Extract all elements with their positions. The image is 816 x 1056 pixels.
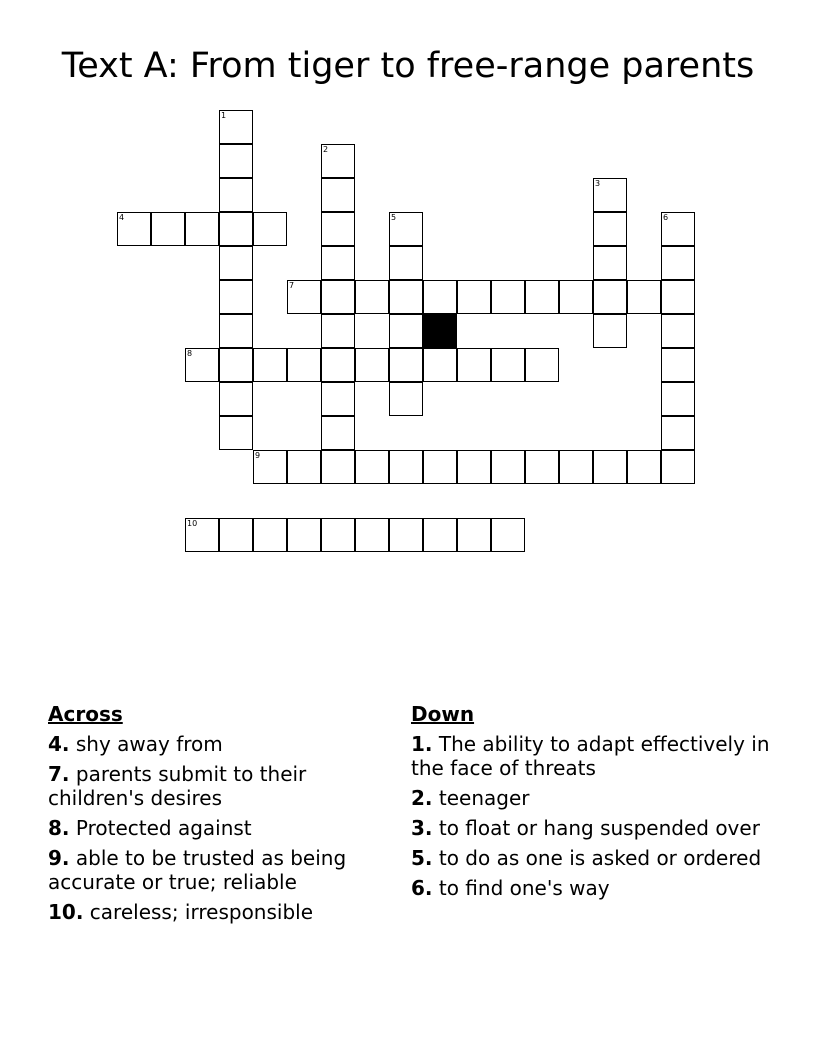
crossword-cell[interactable]	[355, 280, 389, 314]
crossword-cell[interactable]	[593, 246, 627, 280]
crossword-cell[interactable]	[593, 314, 627, 348]
crossword-cell[interactable]	[661, 246, 695, 280]
down-clue-1	[411, 732, 781, 780]
crossword-cell[interactable]	[321, 382, 355, 416]
crossword-cell[interactable]	[219, 110, 253, 144]
crossword-cell[interactable]	[151, 212, 185, 246]
crossword-cell[interactable]	[525, 348, 559, 382]
crossword-cell[interactable]	[355, 348, 389, 382]
crossword-cell[interactable]	[423, 280, 457, 314]
crossword-cell[interactable]	[219, 280, 253, 314]
crossword-cell[interactable]	[389, 450, 423, 484]
crossword-cell[interactable]	[219, 178, 253, 212]
crossword-cell[interactable]	[491, 450, 525, 484]
crossword-cell[interactable]	[593, 450, 627, 484]
crossword-cell[interactable]	[321, 450, 355, 484]
clue-number-label: 10	[187, 519, 198, 528]
clue-number: 9.	[48, 846, 70, 870]
clue-text: Protected against	[69, 816, 252, 840]
crossword-cell[interactable]	[321, 314, 355, 348]
crossword-cell[interactable]	[661, 348, 695, 382]
crossword-cell[interactable]	[253, 450, 287, 484]
crossword-cell[interactable]	[457, 450, 491, 484]
crossword-cell[interactable]	[457, 280, 491, 314]
crossword-cell[interactable]	[219, 416, 253, 450]
crossword-cell[interactable]	[491, 348, 525, 382]
down-heading: Down	[411, 702, 475, 726]
crossword-cell[interactable]	[117, 212, 151, 246]
crossword-cell[interactable]	[661, 212, 695, 246]
clue-number: 2.	[411, 786, 433, 810]
crossword-cell[interactable]	[253, 212, 287, 246]
crossword-cell[interactable]	[525, 280, 559, 314]
clue-text: able to be trusted as being accurate or true; reliable	[48, 846, 347, 894]
clue-number: 4.	[48, 732, 70, 756]
clue-text: to find one's way	[432, 876, 610, 900]
crossword-cell[interactable]	[593, 280, 627, 314]
crossword-cell[interactable]	[525, 450, 559, 484]
clue-text: to float or hang suspended over	[432, 816, 760, 840]
crossword-cell[interactable]	[321, 416, 355, 450]
crossword-cell[interactable]	[321, 348, 355, 382]
clue-number: 6.	[411, 876, 433, 900]
clue-text: careless; irresponsible	[83, 900, 314, 924]
crossword-cell[interactable]	[389, 382, 423, 416]
crossword-cell[interactable]	[185, 212, 219, 246]
down-clues	[411, 702, 781, 906]
crossword-cell[interactable]	[219, 212, 253, 246]
across-clues	[48, 702, 388, 930]
clue-number: 5.	[411, 846, 433, 870]
crossword-cell[interactable]	[321, 518, 355, 552]
crossword-cell[interactable]	[457, 518, 491, 552]
across-clue-9	[48, 846, 388, 894]
crossword-cell[interactable]	[423, 450, 457, 484]
crossword-cell[interactable]	[321, 212, 355, 246]
crossword-cell[interactable]	[321, 178, 355, 212]
clue-number-label: 7	[289, 281, 295, 290]
page-title: Text A: From tiger to free-range parents	[61, 46, 755, 86]
crossword-cell[interactable]	[627, 450, 661, 484]
down-clue-2	[411, 786, 781, 810]
crossword-cell[interactable]	[423, 518, 457, 552]
crossword-cell[interactable]	[389, 518, 423, 552]
clue-number: 3.	[411, 816, 433, 840]
clue-number: 1.	[411, 732, 433, 756]
crossword-cell[interactable]	[423, 348, 457, 382]
crossword-cell[interactable]	[355, 518, 389, 552]
clue-text: shy away from	[69, 732, 223, 756]
crossword-cell[interactable]	[559, 280, 593, 314]
crossword-cell[interactable]	[219, 348, 253, 382]
across-clue-8	[48, 816, 388, 840]
clue-text: parents submit to their children's desires	[48, 762, 307, 810]
crossword-cell[interactable]	[491, 518, 525, 552]
crossword-cell[interactable]	[321, 246, 355, 280]
crossword-cell[interactable]	[219, 518, 253, 552]
clue-number-label: 3	[595, 179, 601, 188]
blocked-cell	[423, 314, 457, 348]
clue-number-label: 9	[255, 451, 261, 460]
down-clue-5	[411, 846, 781, 870]
crossword-cell[interactable]	[389, 280, 423, 314]
crossword-cell[interactable]	[321, 144, 355, 178]
crossword-cell[interactable]	[389, 348, 423, 382]
crossword-cell[interactable]	[287, 348, 321, 382]
crossword-cell[interactable]	[219, 314, 253, 348]
clue-number-label: 6	[663, 213, 669, 222]
clue-number-label: 2	[323, 145, 329, 154]
crossword-cell[interactable]	[355, 450, 389, 484]
clue-number: 7.	[48, 762, 70, 786]
crossword-cell[interactable]	[253, 348, 287, 382]
clue-number: 8.	[48, 816, 70, 840]
crossword-cell[interactable]	[287, 450, 321, 484]
crossword-cell[interactable]	[185, 348, 219, 382]
clue-text: teenager	[432, 786, 530, 810]
crossword-cell[interactable]	[627, 280, 661, 314]
clue-number-label: 4	[119, 213, 125, 222]
crossword-cell[interactable]	[661, 416, 695, 450]
down-clue-6	[411, 876, 781, 900]
clue-number-label: 5	[391, 213, 397, 222]
crossword-cell[interactable]	[661, 382, 695, 416]
crossword-cell[interactable]	[219, 382, 253, 416]
across-clue-10	[48, 900, 388, 924]
crossword-cell[interactable]	[389, 314, 423, 348]
across-clue-7	[48, 762, 388, 810]
clue-number-label: 1	[221, 111, 227, 120]
down-clue-3	[411, 816, 781, 840]
clue-number: 10.	[48, 900, 84, 924]
crossword-cell[interactable]	[661, 280, 695, 314]
clue-text: The ability to adapt effectively in the face of threats	[411, 732, 770, 780]
crossword-cell[interactable]	[219, 246, 253, 280]
crossword-cell[interactable]	[185, 518, 219, 552]
across-clue-4	[48, 732, 388, 756]
clue-text: to do as one is asked or ordered	[432, 846, 762, 870]
crossword-cell[interactable]	[389, 212, 423, 246]
crossword-cell[interactable]	[491, 280, 525, 314]
crossword-cell[interactable]	[287, 518, 321, 552]
crossword-cell[interactable]	[593, 212, 627, 246]
across-heading: Across	[48, 702, 123, 726]
crossword-cell[interactable]	[593, 178, 627, 212]
crossword-cell[interactable]	[219, 144, 253, 178]
crossword-cell[interactable]	[321, 280, 355, 314]
crossword-cell[interactable]	[253, 518, 287, 552]
crossword-cell[interactable]	[457, 348, 491, 382]
clue-number-label: 8	[187, 349, 193, 358]
crossword-cell[interactable]	[661, 314, 695, 348]
crossword-cell[interactable]	[389, 246, 423, 280]
crossword-cell[interactable]	[287, 280, 321, 314]
crossword-cell[interactable]	[559, 450, 593, 484]
crossword-cell[interactable]	[661, 450, 695, 484]
